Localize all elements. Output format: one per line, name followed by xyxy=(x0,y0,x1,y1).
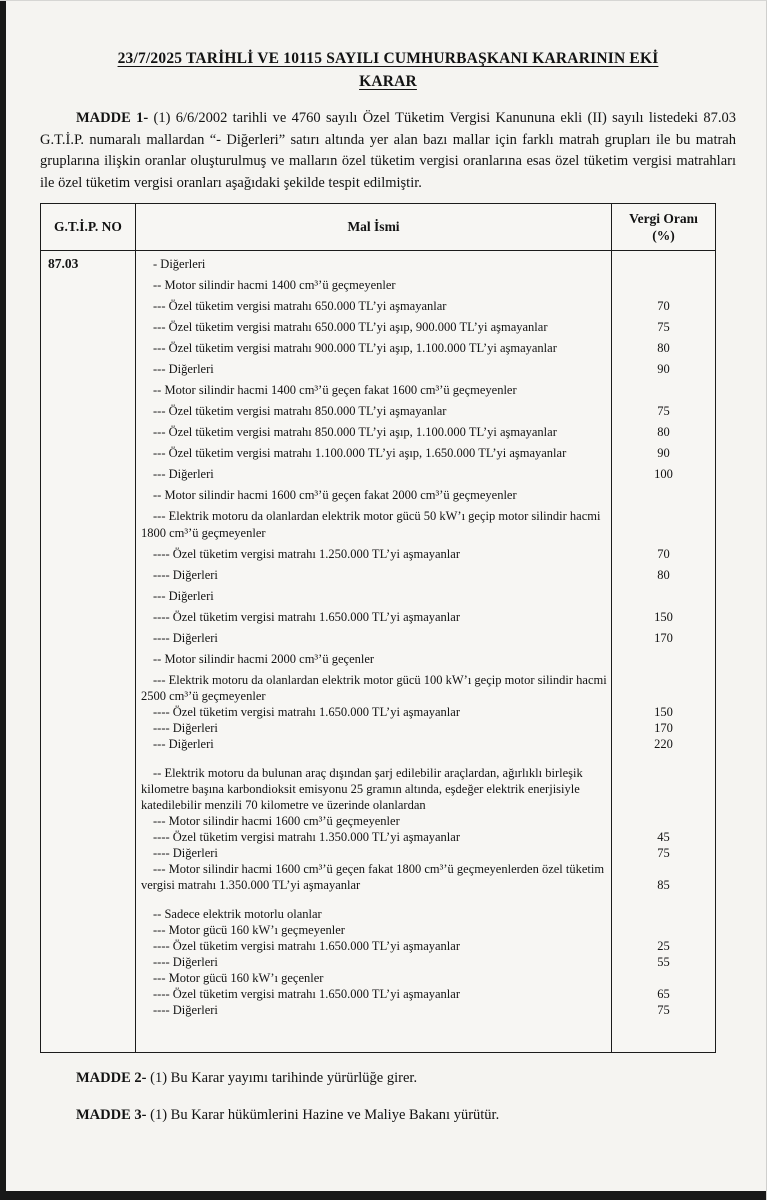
vergi-orani-value: 75 xyxy=(657,320,670,334)
vergi-orani-value: 80 xyxy=(657,568,670,582)
table-row xyxy=(141,298,715,315)
table-row xyxy=(141,906,715,922)
mal-ismi-text: - Diğerleri xyxy=(153,257,206,271)
scan-edge-bottom xyxy=(0,1191,766,1200)
vergi-orani-value: 25 xyxy=(657,939,670,953)
mal-ismi-text: ---- Özel tüketim vergisi matrahı 1.250.000 TL’yi aşmayanlar xyxy=(153,547,460,561)
table-row xyxy=(141,829,715,845)
header-vergi-orani-line1: Vergi Oranı xyxy=(629,211,698,226)
vergi-orani-value: 90 xyxy=(657,362,670,376)
header-vergi-orani-line2: (%) xyxy=(652,228,675,243)
mal-ismi-text: --- Diğerleri xyxy=(153,362,214,376)
madde-3-text: (1) Bu Karar hükümlerini Hazine ve Maliye Bakanı yürütür. xyxy=(146,1106,500,1123)
document-title xyxy=(40,47,736,93)
table-body xyxy=(41,251,715,1052)
mal-ismi-text: ---- Özel tüketim vergisi matrahı 1.350.000 TL’yi aşmayanlar xyxy=(153,830,460,844)
title-line-2-text: KARAR xyxy=(359,73,417,90)
title-line-1-text: 23/7/2025 TARİHLİ VE 10115 SAYILI CUMHURBAŞKANI KARARININ EKİ xyxy=(117,50,659,67)
table-row xyxy=(141,445,715,462)
table-row xyxy=(141,1002,715,1018)
mal-ismi-text: --- Özel tüketim vergisi matrahı 850.000 TL’yi aşmayanlar xyxy=(153,404,447,418)
vergi-orani-value: 80 xyxy=(657,341,670,355)
vergi-orani-value xyxy=(612,765,715,813)
vergi-orani-value xyxy=(612,277,715,294)
mal-ismi-text: --- Elektrik motoru da olanlardan elektrik motor gücü 50 kW’ı geçip motor silindir hacmi 1800 cm³’ü geçmeyenler xyxy=(141,509,601,540)
mal-ismi-text: -- Motor silindir hacmi 1600 cm³’ü geçen fakat 2000 cm³’ü geçmeyenler xyxy=(153,488,517,502)
vergi-orani-value: 85 xyxy=(657,878,670,892)
table-row xyxy=(141,861,715,893)
vergi-orani-value: 90 xyxy=(657,446,670,460)
mal-ismi-text: --- Motor silindir hacmi 1600 cm³’ü geçmeyenler xyxy=(153,814,400,828)
header-gtip-no: G.T.İ.P. NO xyxy=(41,204,136,250)
madde-3-paragraph xyxy=(40,1105,736,1127)
tax-rate-table xyxy=(40,203,716,1053)
madde-2-label: MADDE 2- xyxy=(76,1070,147,1086)
vergi-orani-value: 70 xyxy=(657,299,670,313)
mal-ismi-text: ---- Diğerleri xyxy=(153,1003,218,1017)
table-row xyxy=(141,609,715,626)
header-mal-ismi: Mal İsmi xyxy=(136,204,612,250)
vergi-orani-value: 170 xyxy=(654,631,673,645)
vergi-orani-value: 100 xyxy=(654,467,673,481)
vergi-orani-value: 150 xyxy=(654,610,673,624)
vergi-orani-value xyxy=(612,651,715,668)
vergi-orani-value: 65 xyxy=(657,987,670,1001)
mal-ismi-text: -- Sadece elektrik motorlu olanlar xyxy=(153,907,322,921)
table-row xyxy=(141,651,715,668)
table-row xyxy=(141,922,715,938)
mal-ismi-text: ---- Diğerleri xyxy=(153,631,218,645)
vergi-orani-value: 75 xyxy=(657,846,670,860)
table-row xyxy=(141,546,715,563)
vergi-orani-value: 55 xyxy=(657,955,670,969)
mal-ismi-text: ---- Özel tüketim vergisi matrahı 1.650.000 TL’yi aşmayanlar xyxy=(153,705,460,719)
mal-ismi-text: -- Elektrik motoru da bulunan araç dışından şarj edilebilir araçlardan, ağırlıklı birleşik kilometre başına karbondioksit emisyonu 25 gramın altında, eşdeğer elektrik enerjisiyle katedilebilir menzili 70 kilometre ve üzerinde olanlardan xyxy=(141,766,583,812)
mal-ismi-text: -- Motor silindir hacmi 1400 cm³’ü geçen fakat 1600 cm³’ü geçmeyenler xyxy=(153,383,517,397)
table-row xyxy=(141,340,715,357)
madde-2-paragraph xyxy=(40,1068,736,1090)
mal-ismi-text: --- Diğerleri xyxy=(153,737,214,751)
table-row xyxy=(141,487,715,504)
table-row xyxy=(141,954,715,970)
vergi-orani-value xyxy=(612,906,715,922)
table-row xyxy=(141,970,715,986)
mal-ismi-text: --- Özel tüketim vergisi matrahı 850.000 TL’yi aşıp, 1.100.000 TL’yi aşmayanlar xyxy=(153,425,557,439)
mal-ismi-text: ---- Diğerleri xyxy=(153,846,218,860)
table-header-row xyxy=(41,204,715,251)
mal-ismi-cell xyxy=(136,251,715,1052)
table-row xyxy=(141,361,715,378)
vergi-orani-value xyxy=(612,256,715,273)
mal-ismi-text: --- Özel tüketim vergisi matrahı 1.100.000 TL’yi aşıp, 1.650.000 TL’yi aşmayanlar xyxy=(153,446,567,460)
madde-3-label: MADDE 3- xyxy=(76,1106,147,1123)
mal-ismi-text: -- Motor silindir hacmi 1400 cm³’ü geçmeyenler xyxy=(153,278,396,292)
vergi-orani-value: 75 xyxy=(657,404,670,418)
madde-1-text: (1) 6/6/2002 tarihli ve 4760 sayılı Özel Tüketim Vergisi Kanununa ekli (II) sayılı listedeki 87.03 G.T.İ.P. numaralı mallardan “- Diğerleri” satırı altında yer alan bazı mallar için farklı matrah grupları ile bu matrah gruplarına ilişkin oranlar oluşturulmuş ve malların özel tüketim vergisi oranlarına esas özel tüketim vergisi matrahları ile özel tüketim vergisi oranları aşağıdaki şekilde tespit edilmiştir. xyxy=(40,110,736,191)
table-row xyxy=(141,424,715,441)
vergi-orani-value xyxy=(612,672,715,704)
vergi-orani-value: 75 xyxy=(657,1003,670,1017)
table-row xyxy=(141,256,715,273)
mal-ismi-text: --- Özel tüketim vergisi matrahı 650.000 TL’yi aşmayanlar xyxy=(153,299,447,313)
mal-ismi-text: --- Elektrik motoru da olanlardan elektrik motor gücü 100 kW’ı geçip motor silindir hacmi 2500 cm³’ü geçmeyenler xyxy=(141,673,607,703)
table-row xyxy=(141,630,715,647)
mal-ismi-text: --- Motor gücü 160 kW’ı geçmeyenler xyxy=(153,923,345,937)
table-row xyxy=(141,319,715,336)
table-row xyxy=(141,567,715,584)
madde-2-text: (1) Bu Karar yayımı tarihinde yürürlüğe girer. xyxy=(146,1070,418,1086)
table-row xyxy=(141,403,715,420)
vergi-orani-value xyxy=(612,487,715,504)
mal-ismi-text: ---- Diğerleri xyxy=(153,568,218,582)
mal-ismi-text: ---- Özel tüketim vergisi matrahı 1.650.000 TL’yi aşmayanlar xyxy=(153,610,460,624)
table-row xyxy=(141,588,715,605)
table-row xyxy=(141,672,715,704)
vergi-orani-value xyxy=(612,588,715,605)
mal-ismi-text: --- Özel tüketim vergisi matrahı 900.000 TL’yi aşıp, 1.100.000 TL’yi aşmayanlar xyxy=(153,341,557,355)
vergi-orani-value xyxy=(612,382,715,399)
table-row xyxy=(141,277,715,294)
mal-ismi-text: --- Özel tüketim vergisi matrahı 650.000 TL’yi aşıp, 900.000 TL’yi aşmayanlar xyxy=(153,320,548,334)
vergi-orani-value xyxy=(612,922,715,938)
document-page xyxy=(6,1,766,1192)
madde-1-paragraph xyxy=(40,108,736,194)
vergi-orani-value: 150 xyxy=(654,705,673,719)
vergi-orani-value: 70 xyxy=(657,547,670,561)
table-row xyxy=(141,466,715,483)
vergi-orani-value: 45 xyxy=(657,830,670,844)
mal-ismi-text: ---- Özel tüketim vergisi matrahı 1.650.000 TL’yi aşmayanlar xyxy=(153,939,460,953)
table-row xyxy=(141,382,715,399)
mal-ismi-text: --- Motor silindir hacmi 1600 cm³’ü geçen fakat 1800 cm³’ü geçmeyenlerden özel tüketim vergisi matrahı 1.350.000 TL’yi aşmayanlar xyxy=(141,862,605,892)
vergi-orani-value xyxy=(612,508,715,542)
table-row xyxy=(141,720,715,736)
mal-ismi-text: --- Diğerleri xyxy=(153,589,214,603)
mal-ismi-text: ---- Özel tüketim vergisi matrahı 1.650.000 TL’yi aşmayanlar xyxy=(153,987,460,1001)
table-row xyxy=(141,508,715,542)
table-row xyxy=(141,736,715,752)
mal-ismi-text: -- Motor silindir hacmi 2000 cm³’ü geçenler xyxy=(153,652,375,666)
vergi-orani-value: 80 xyxy=(657,425,670,439)
mal-ismi-text: --- Diğerleri xyxy=(153,467,214,481)
column-divider-line xyxy=(611,251,612,1052)
table-row xyxy=(141,704,715,720)
title-line-2 xyxy=(40,70,736,93)
table-row xyxy=(141,938,715,954)
vergi-orani-value: 170 xyxy=(654,721,673,735)
mal-ismi-text: --- Motor gücü 160 kW’ı geçenler xyxy=(153,971,324,985)
vergi-orani-value: 220 xyxy=(654,737,673,751)
mal-ismi-text: ---- Diğerleri xyxy=(153,721,218,735)
table-row xyxy=(141,845,715,861)
madde-1-label: MADDE 1- xyxy=(76,110,149,126)
header-vergi-orani xyxy=(612,204,715,250)
gtip-no-cell: 87.03 xyxy=(41,251,136,1052)
table-row xyxy=(141,765,715,813)
mal-ismi-text: ---- Diğerleri xyxy=(153,955,218,969)
table-row xyxy=(141,813,715,829)
vergi-orani-value xyxy=(612,970,715,986)
vergi-orani-value xyxy=(612,813,715,829)
table-row xyxy=(141,986,715,1002)
title-line-1 xyxy=(40,47,736,70)
